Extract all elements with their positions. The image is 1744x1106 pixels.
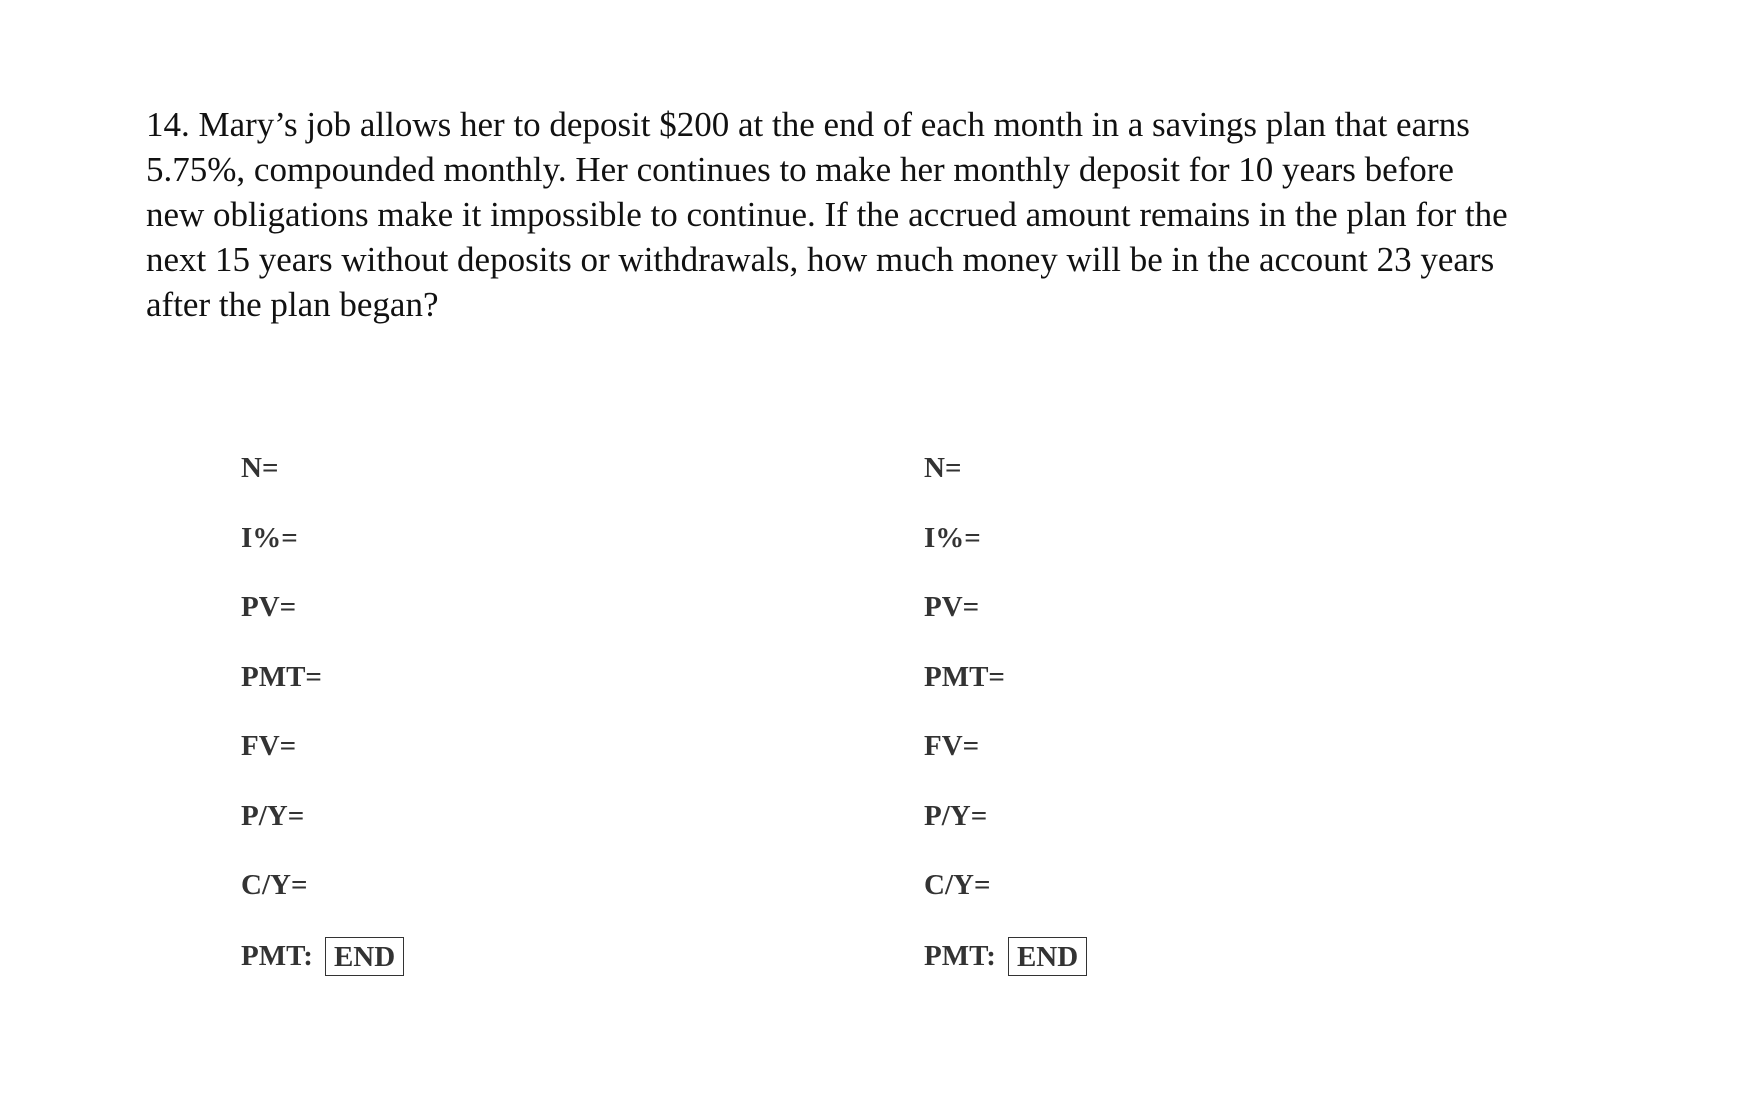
field-cy-label: C/Y= [241,869,308,901]
problem-line: 5.75%, compounded monthly. Her continues to make her monthly deposit for 10 years before [146,150,1454,189]
pmt-mode-row [924,937,1324,976]
problem-line: after the plan began? [146,285,439,324]
field-i-percent-label: I%= [241,521,298,554]
pmt-mode-label: PMT: [241,939,313,972]
field-pv-label: PV= [241,591,297,623]
tvm-worksheet-second [924,450,1324,976]
field-n-label: N= [241,452,279,484]
problem-line: new obligations make it impossible to continue. If the accrued amount remains in the plan for the [146,195,1508,234]
tvm-worksheet-first [241,450,641,976]
field-pv-label: PV= [924,591,980,623]
field-pmt-label: PMT= [241,660,322,693]
field-n-label: N= [924,452,962,484]
field-pmt-label: PMT= [924,660,1005,693]
field-cy-label: C/Y= [924,869,991,901]
field-py-label: P/Y= [924,799,988,832]
field-fv-label: FV= [241,730,297,762]
field-fv-label: FV= [924,730,980,762]
problem-line: 14. Mary’s job allows her to deposit $200 at the end of each month in a savings plan that earns [146,105,1470,144]
field-i-percent-label: I%= [924,521,981,554]
problem-statement [146,102,1666,327]
pmt-mode-value: END [325,937,404,976]
pmt-mode-value: END [1008,937,1087,976]
pmt-mode-label: PMT: [924,939,996,972]
pmt-mode-row [241,937,641,976]
field-py-label: P/Y= [241,799,305,832]
problem-line: next 15 years without deposits or withdrawals, how much money will be in the account 23 years [146,240,1495,279]
